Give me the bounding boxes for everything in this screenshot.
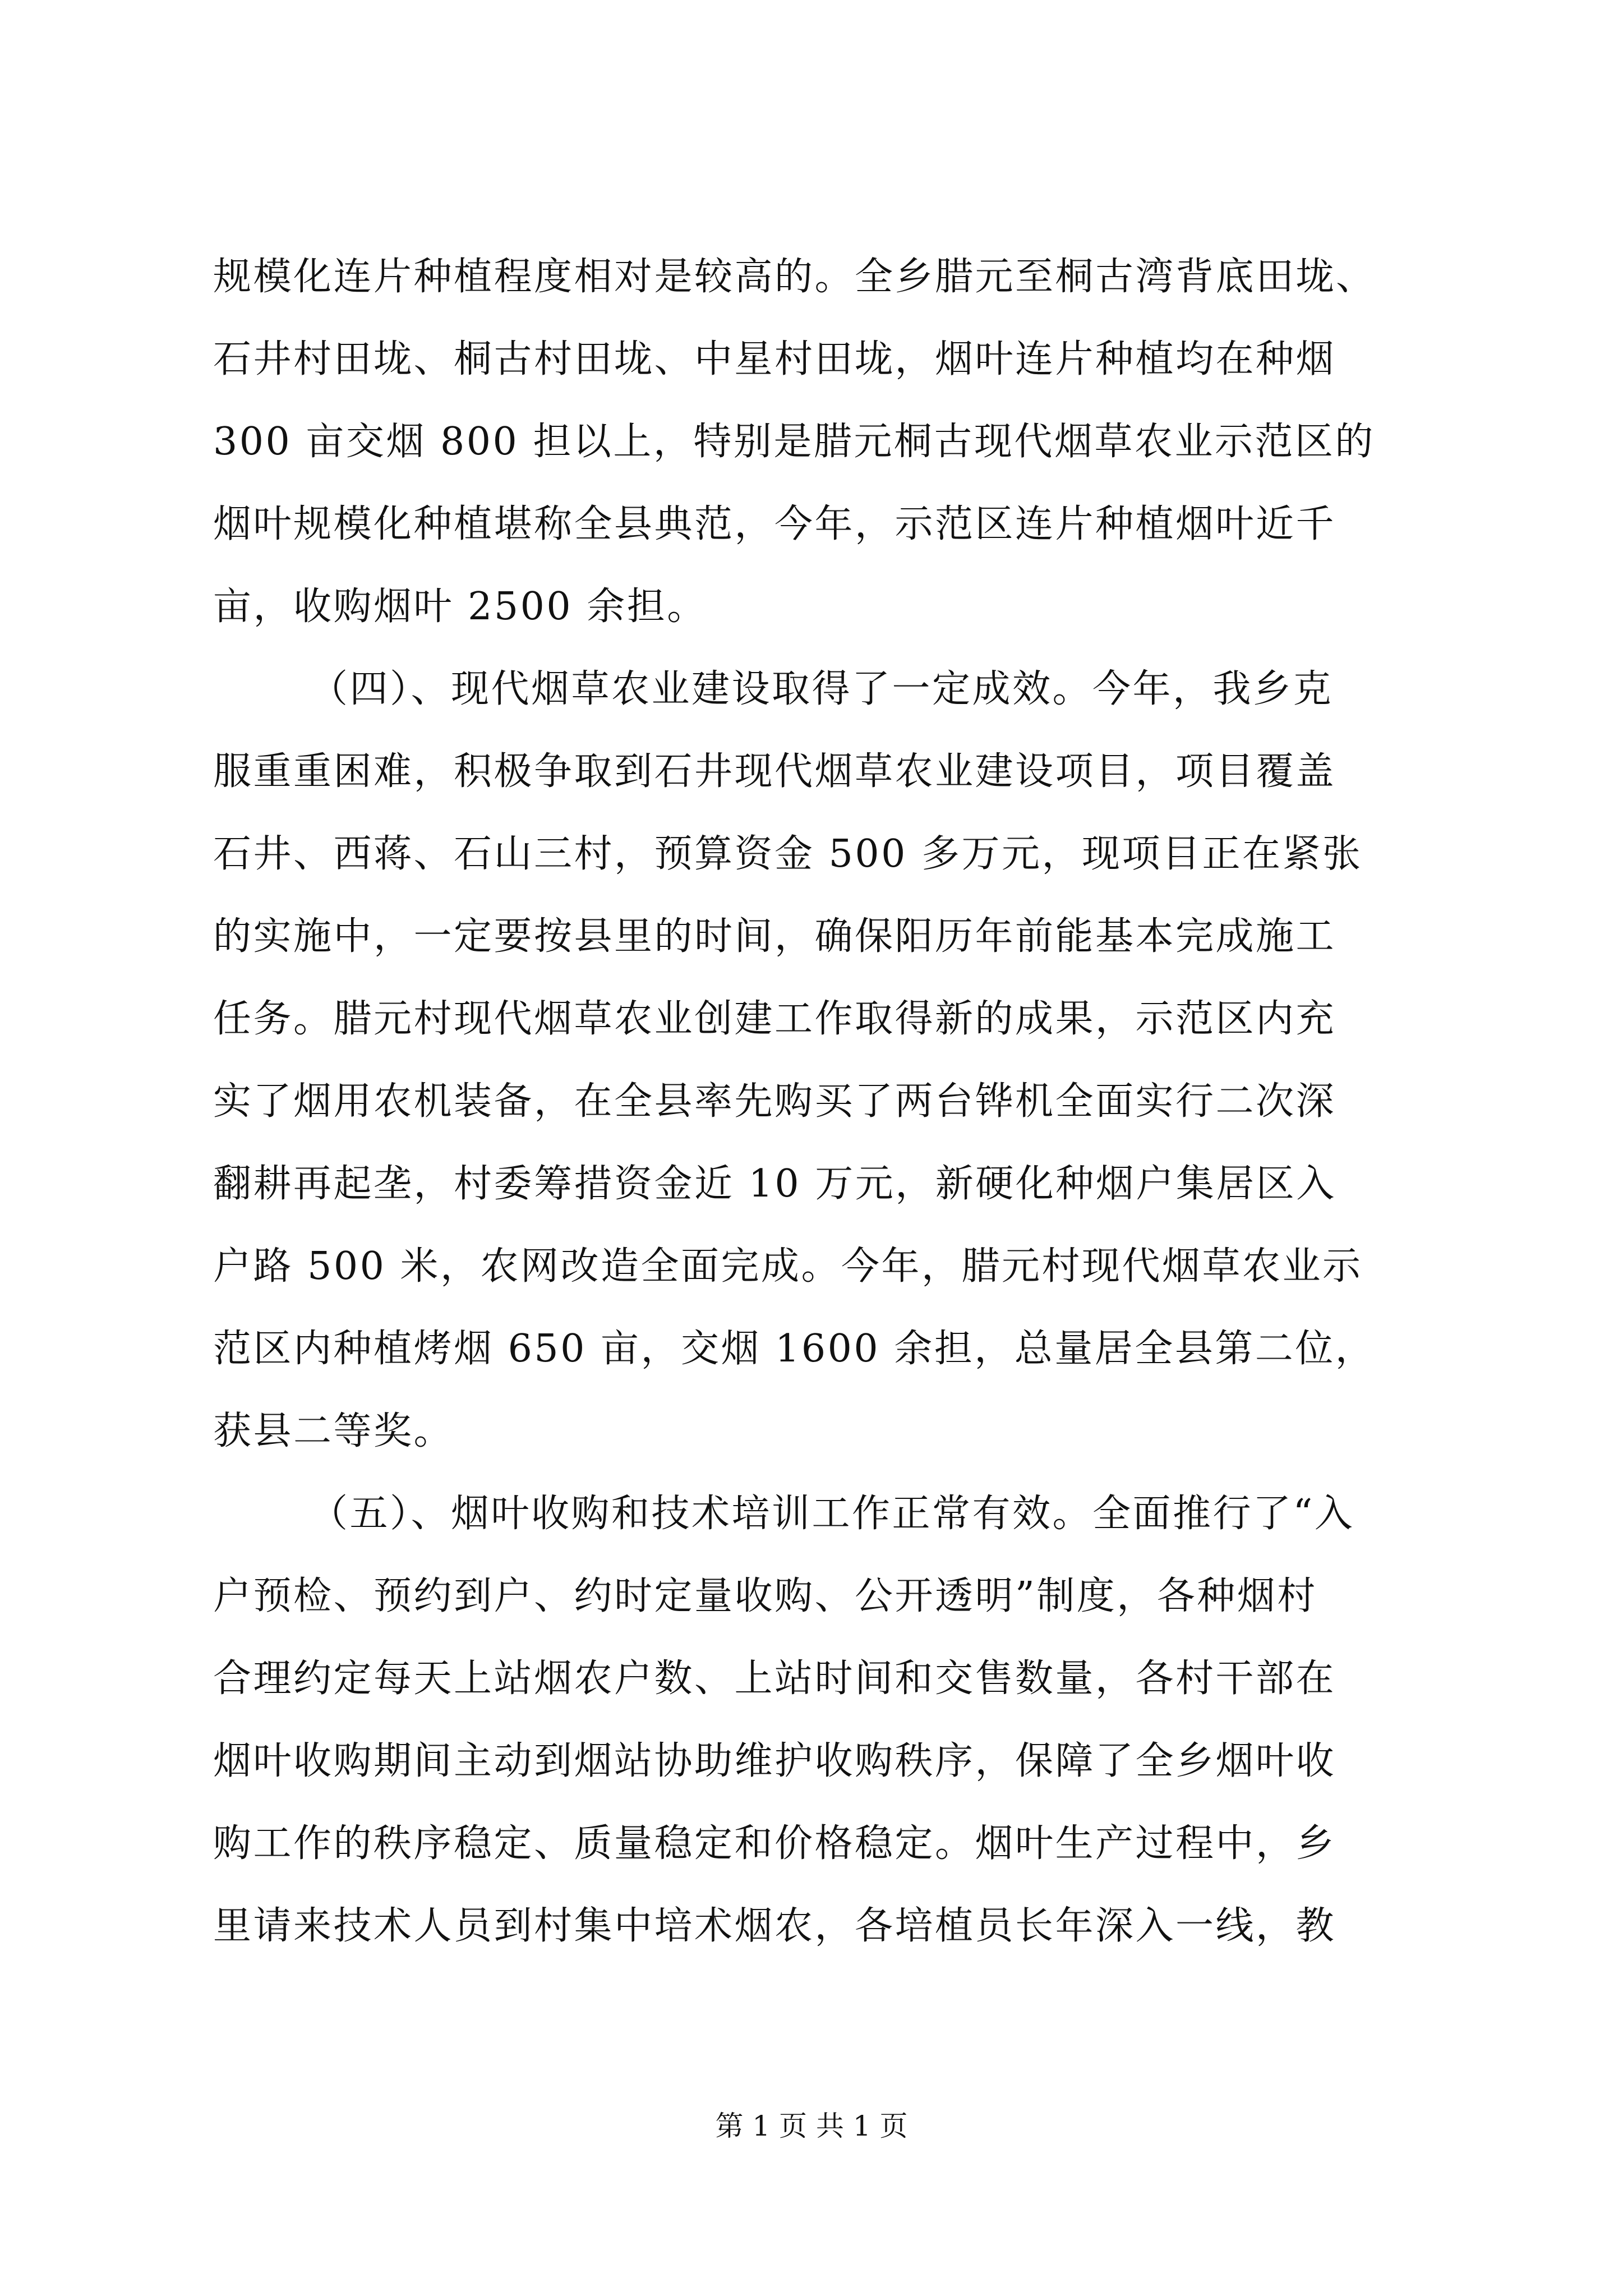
text-line: 300 亩交烟 800 担以上，特别是腊元桐古现代烟草农业示范区的 <box>213 420 1375 464</box>
text-line: 范区内种植烤烟 650 亩，交烟 1600 余担，总量居全县第二位， <box>213 1327 1376 1371</box>
text-line: 翻耕再起垄，村委筹措资金近 10 万元，新硬化种烟户集居区入 <box>213 1162 1336 1206</box>
text-line: 合理约定每天上站烟农户数、上站时间和交售数量，各村干部在 <box>213 1657 1336 1701</box>
text-line: 石井、西蒋、石山三村，预算资金 500 多万元，现项目正在紧张 <box>213 832 1363 876</box>
text-line: 规模化连片种植程度相对是较高的。全乡腊元至桐古湾背底田垅、 <box>213 255 1376 299</box>
text-line: 购工作的秩序稳定、质量稳定和价格稳定。烟叶生产过程中，乡 <box>213 1821 1336 1866</box>
page-footer: 第 1 页 共 1 页 <box>715 2110 908 2142</box>
text-line: 户路 500 米，农网改造全面完成。今年，腊元村现代烟草农业示 <box>213 1244 1363 1289</box>
text-line: 烟叶收购期间主动到烟站协助维护收购秩序，保障了全乡烟叶收 <box>213 1739 1336 1783</box>
text-line: 实了烟用农机装备，在全县率先购买了两台铧机全面实行二次深 <box>213 1079 1336 1124</box>
text-line: 服重重困难，积极争取到石井现代烟草农业建设项目，项目覆盖 <box>213 749 1336 794</box>
text-line: 的实施中，一定要按县里的时间，确保阳历年前能基本完成施工 <box>213 914 1336 959</box>
body-text <box>213 236 1447 1967</box>
text-line: 亩，收购烟叶 2500 余担。 <box>213 585 707 629</box>
paragraph-first-line: （五）、烟叶收购和技术培训工作正常有效。全面推行了“入 <box>310 1492 1355 1536</box>
text-line: 获县二等奖。 <box>213 1409 454 1453</box>
text-line: 里请来技术人员到村集中培术烟农，各培植员长年深入一线，教 <box>213 1904 1336 1948</box>
text-line: 石井村田垅、桐古村田垅、中星村田垅，烟叶连片种植均在种烟 <box>213 337 1336 381</box>
text-line: 烟叶规模化种植堪称全县典范，今年，示范区连片种植烟叶近千 <box>213 502 1336 546</box>
text-line: 任务。腊元村现代烟草农业创建工作取得新的成果，示范区内充 <box>213 997 1336 1041</box>
paragraph-first-line: （四）、现代烟草农业建设取得了一定成效。今年，我乡克 <box>310 667 1334 711</box>
text-line: 户预检、预约到户、约时定量收购、公开透明”制度，各种烟村 <box>213 1574 1317 1618</box>
